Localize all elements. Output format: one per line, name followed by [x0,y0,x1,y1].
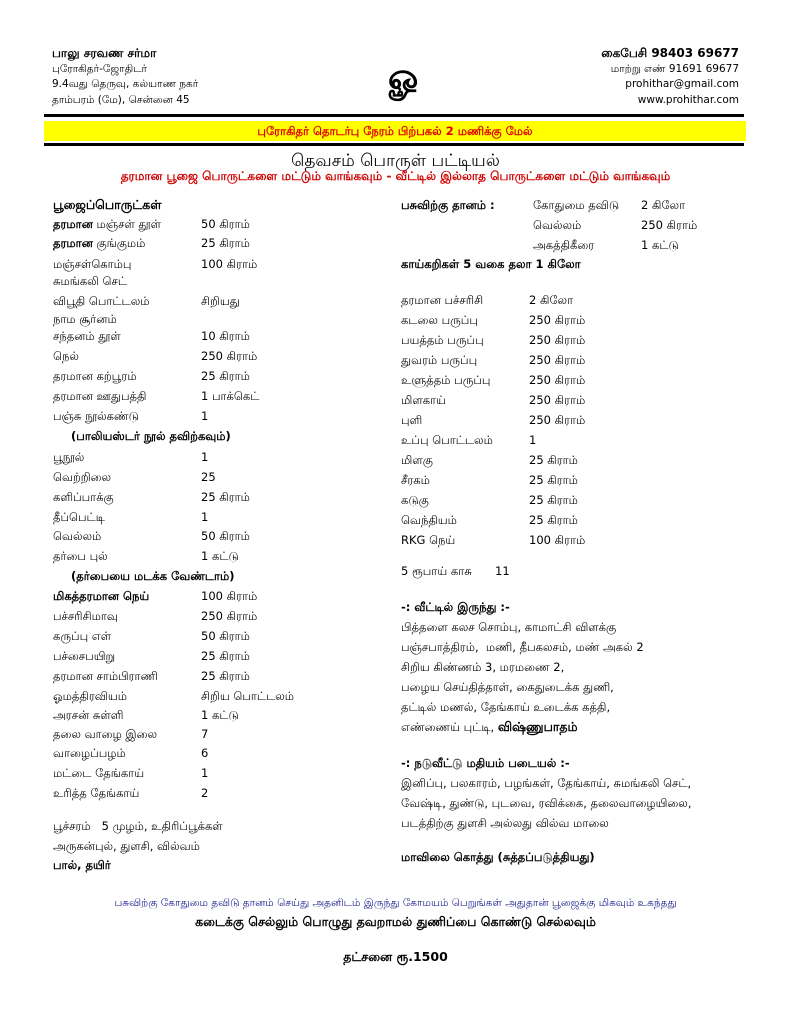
priest-title: புரோகிதர்-ஜோதிடர் [52,62,148,75]
cloth-bag-note: கடைக்கு செல்லும் பொழுது தவறாமல் துணிப்பை கொண்டு செல்லவும் [195,914,596,929]
divider-bottom [44,143,744,146]
priest-name: பாலு சரவண சர்மா [52,46,157,60]
left-column: பூஜைப்பொருட்கள் தரமான மஞ்சள் தூள் 50 கிராம் தரமான குங்குமம் 25 கிராம் மஞ்சள்கொம்பு 100 கிராம் சுமங்கலி செட் விபூதி பொட்டலம் சிறியது நாம சூர்னம் சந்தனம் தூள் 10 கிராம் நெல் 250 கிராம் தரமான கற்பூரம் 25 கிராம் தரமான ஊதுபத்தி 1 பாக்கெட் பஞ்சு நூல்கண்டு 1 (பாலியஸ்டர் நூல் தவிற்கவும்) பூநூல் 1 வெற்றிலை 25 களிப்பாக்கு 25 கிராம் தீப்பெட்டி 1 வெல்லம் 50 கிராம் தர்பை புல் 1 கட்டு (தர்பையை மடக்க வேண்டாம்) மிகத்தரமான நெய் 100 கிராம் பச்சரிசிமாவு 250 கிராம் கருப்பு எள் 50 கிராம் பச்சைபயிறு 25 கிராம் தரமான சாம்பிராணி 25 கிராம் ஓமத்திரவியம் சிறிய பொட்டலம் அரசன் சுள்ளி 1 கட்டு தலை வாழை இலை 7 வாழைப்பழம் 6 மட்டை தேங்காய் 1 உரித்த தேங்காய் 2 பூச்சரம் 5 முழம், உதிரிப்பூக்கள் அருகன்புல், துளசி, வில்வம் பால், தயிர் [53,197,295,872]
om-logo-icon: ௐ [388,57,424,98]
website-link[interactable]: www.prohithar.com [637,93,739,106]
address-line-1: 9.4வது தெருவு, கல்யாண நகர் [52,78,199,90]
cow-donation-note: பசுவிற்கு கோதுமை தவிடு தானம் செய்து அதனிடம் இருந்து கோமயம் பெறுங்கள் அதுதான் பூஜைக்கு மிகவும் உகந்தது [114,897,677,909]
email-link[interactable]: prohithar@gmail.com [625,78,739,90]
page-title: தெவசம் பொருள் பட்டியல் [291,151,500,171]
page-subtitle: தரமான பூஜை பொருட்களை மட்டும் வாங்கவும் - வீட்டில் இல்லாத பொருட்களை மட்டும் வாங்கவும் [120,169,671,183]
address-line-2: தாம்பரம் (மே), சென்னை 45 [52,93,190,106]
priest-contact-block [52,46,198,108]
contact-time-banner: புரோகிதர் தொடர்பு நேரம் பிற்பகல் 2 மணிக்கு மேல் [44,121,746,141]
alternate-number: மாற்று எண் 91691 69677 [610,62,739,75]
right-column: பசுவிற்கு தானம் : கோதுமை தவிடு 2 கிலோ வெல்லம் 250 கிராம் அகத்திகீரை 1 கட்டு காய்கறிகள் 5 வகை தலா 1 கிலோ தரமான பச்சரிசி 2 கிலோ கடலை பருப்பு 250 கிராம் பயத்தம் பருப்பு 250 கிராம் துவரம் பருப்பு 250 கிராம் உளுத்தம் பருப்பு 250 கிராம் மிளகாய் 250 கிராம் புளி 250 கிராம் உப்பு பொட்டலம் 1 மிளகு 25 கிராம் சீரகம் 25 கிராம் கடுகு 25 கிராம் வெந்தியம் 25 கிராம் RKG நெய் 100 கிராம் 5 ரூபாய் காசு 11 -: வீட்டில் இருந்து :- பித்தளை கலச சொம்பு, காமாட்சி விளக்கு பஞ்சபாத்திரம், மணி, தீபகலசம், மண் அகல் 2 சிறிய கிண்ணம் 3, மரமணை 2, பழைய செய்தித்தாள், கைதுடைக்க துணி, தட்டில் மணல், தேங்காய் உடைக்க கத்தி, எண்ணைய் புட்டி, விஷ்ணுபாதம் -: நடுவீட்டு மதியம் படையல் :- இனிப்பு, பலகாரம், பழங்கள், தேங்காய், சுமங்கலி செட், வேஷ்டி, துண்டு, புடவை, ரவிக்கை, தலைவாழையிலை, படத்திற்கு துளசி அல்லது வில்வ மாலை மாவிலை கொத்து (சுத்தப்படுத்தியது) [401,198,698,864]
mobile-number: கைபேசி 98403 69677 [601,46,739,60]
contact-details [601,46,739,108]
fee-amount: தட்சனை ரூ.1500 [343,949,448,964]
divider-top [44,114,744,117]
